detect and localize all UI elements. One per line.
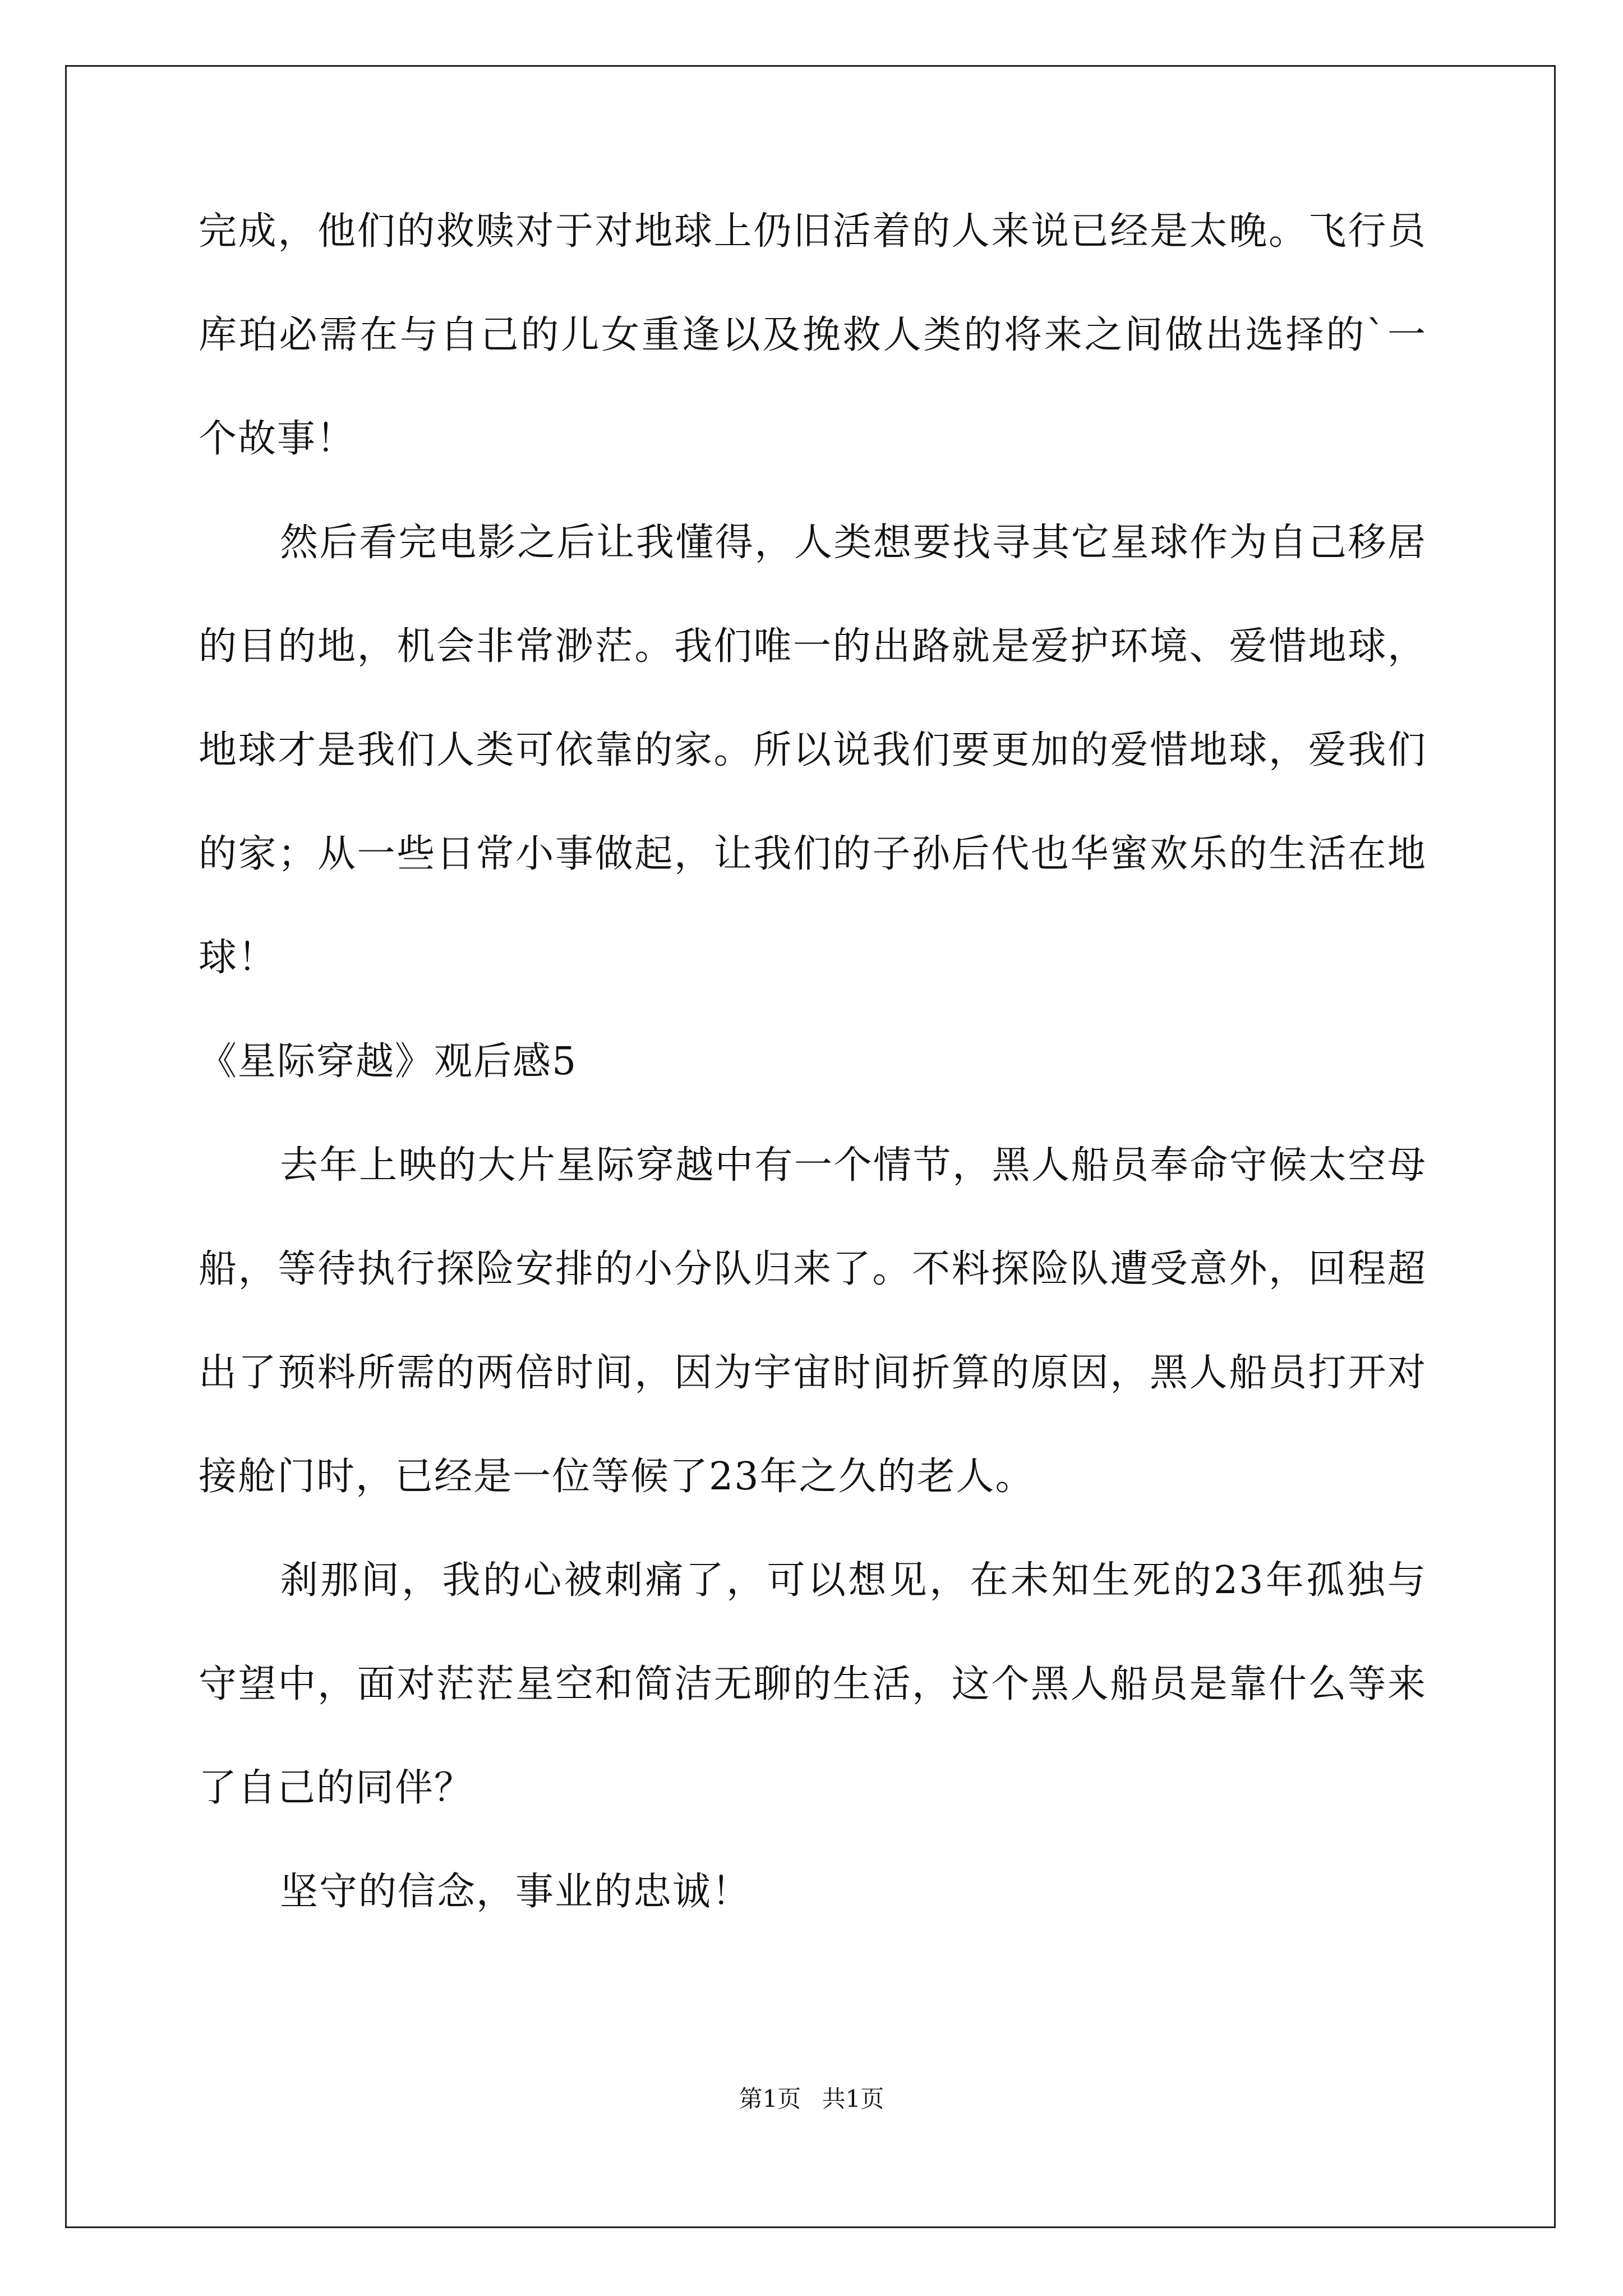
page-footer [0,2082,1623,2116]
paragraph-5: 坚守的信念，事业的忠诚！ [280,1870,751,1914]
section-heading: 《星际穿越》观后感5 [199,1039,578,1084]
paragraph-1: 完成，他们的救赎对于对地球上仍旧活着的人来说已经是太晚。飞行员库珀必需在与自己的儿女重逢以及挽救人类的将来之间做出选择的`一个故事！ [199,209,1427,461]
page-number: 第1页 [739,2085,801,2113]
document-body [199,180,1427,1944]
paragraph-3: 去年上映的大片星际穿越中有一个情节，黑人船员奉命守候太空母船，等待执行探险安排的小分队归来了。不料探险队遭受意外，回程超出了预料所需的两倍时间，因为宇宙时间折算的原因，黑人船员打开对接舱门时，已经是一位等候了23年之久的老人。 [199,1143,1427,1499]
paragraph-4: 刹那间，我的心被刺痛了，可以想见，在未知生死的23年孤独与守望中，面对茫茫星空和简洁无聊的生活，这个黑人船员是靠什么等来了自己的同伴？ [199,1558,1427,1810]
page-total: 共1页 [822,2085,884,2113]
paragraph-2: 然后看完电影之后让我懂得，人类想要找寻其它星球作为自己移居的目的地，机会非常渺茫。我们唯一的出路就是爱护环境、爱惜地球，地球才是我们人类可依靠的家。所以说我们要更加的爱惜地球，爱我们的家；从一些日常小事做起，让我们的子孙后代也华蜜欢乐的生活在地球！ [199,521,1427,980]
